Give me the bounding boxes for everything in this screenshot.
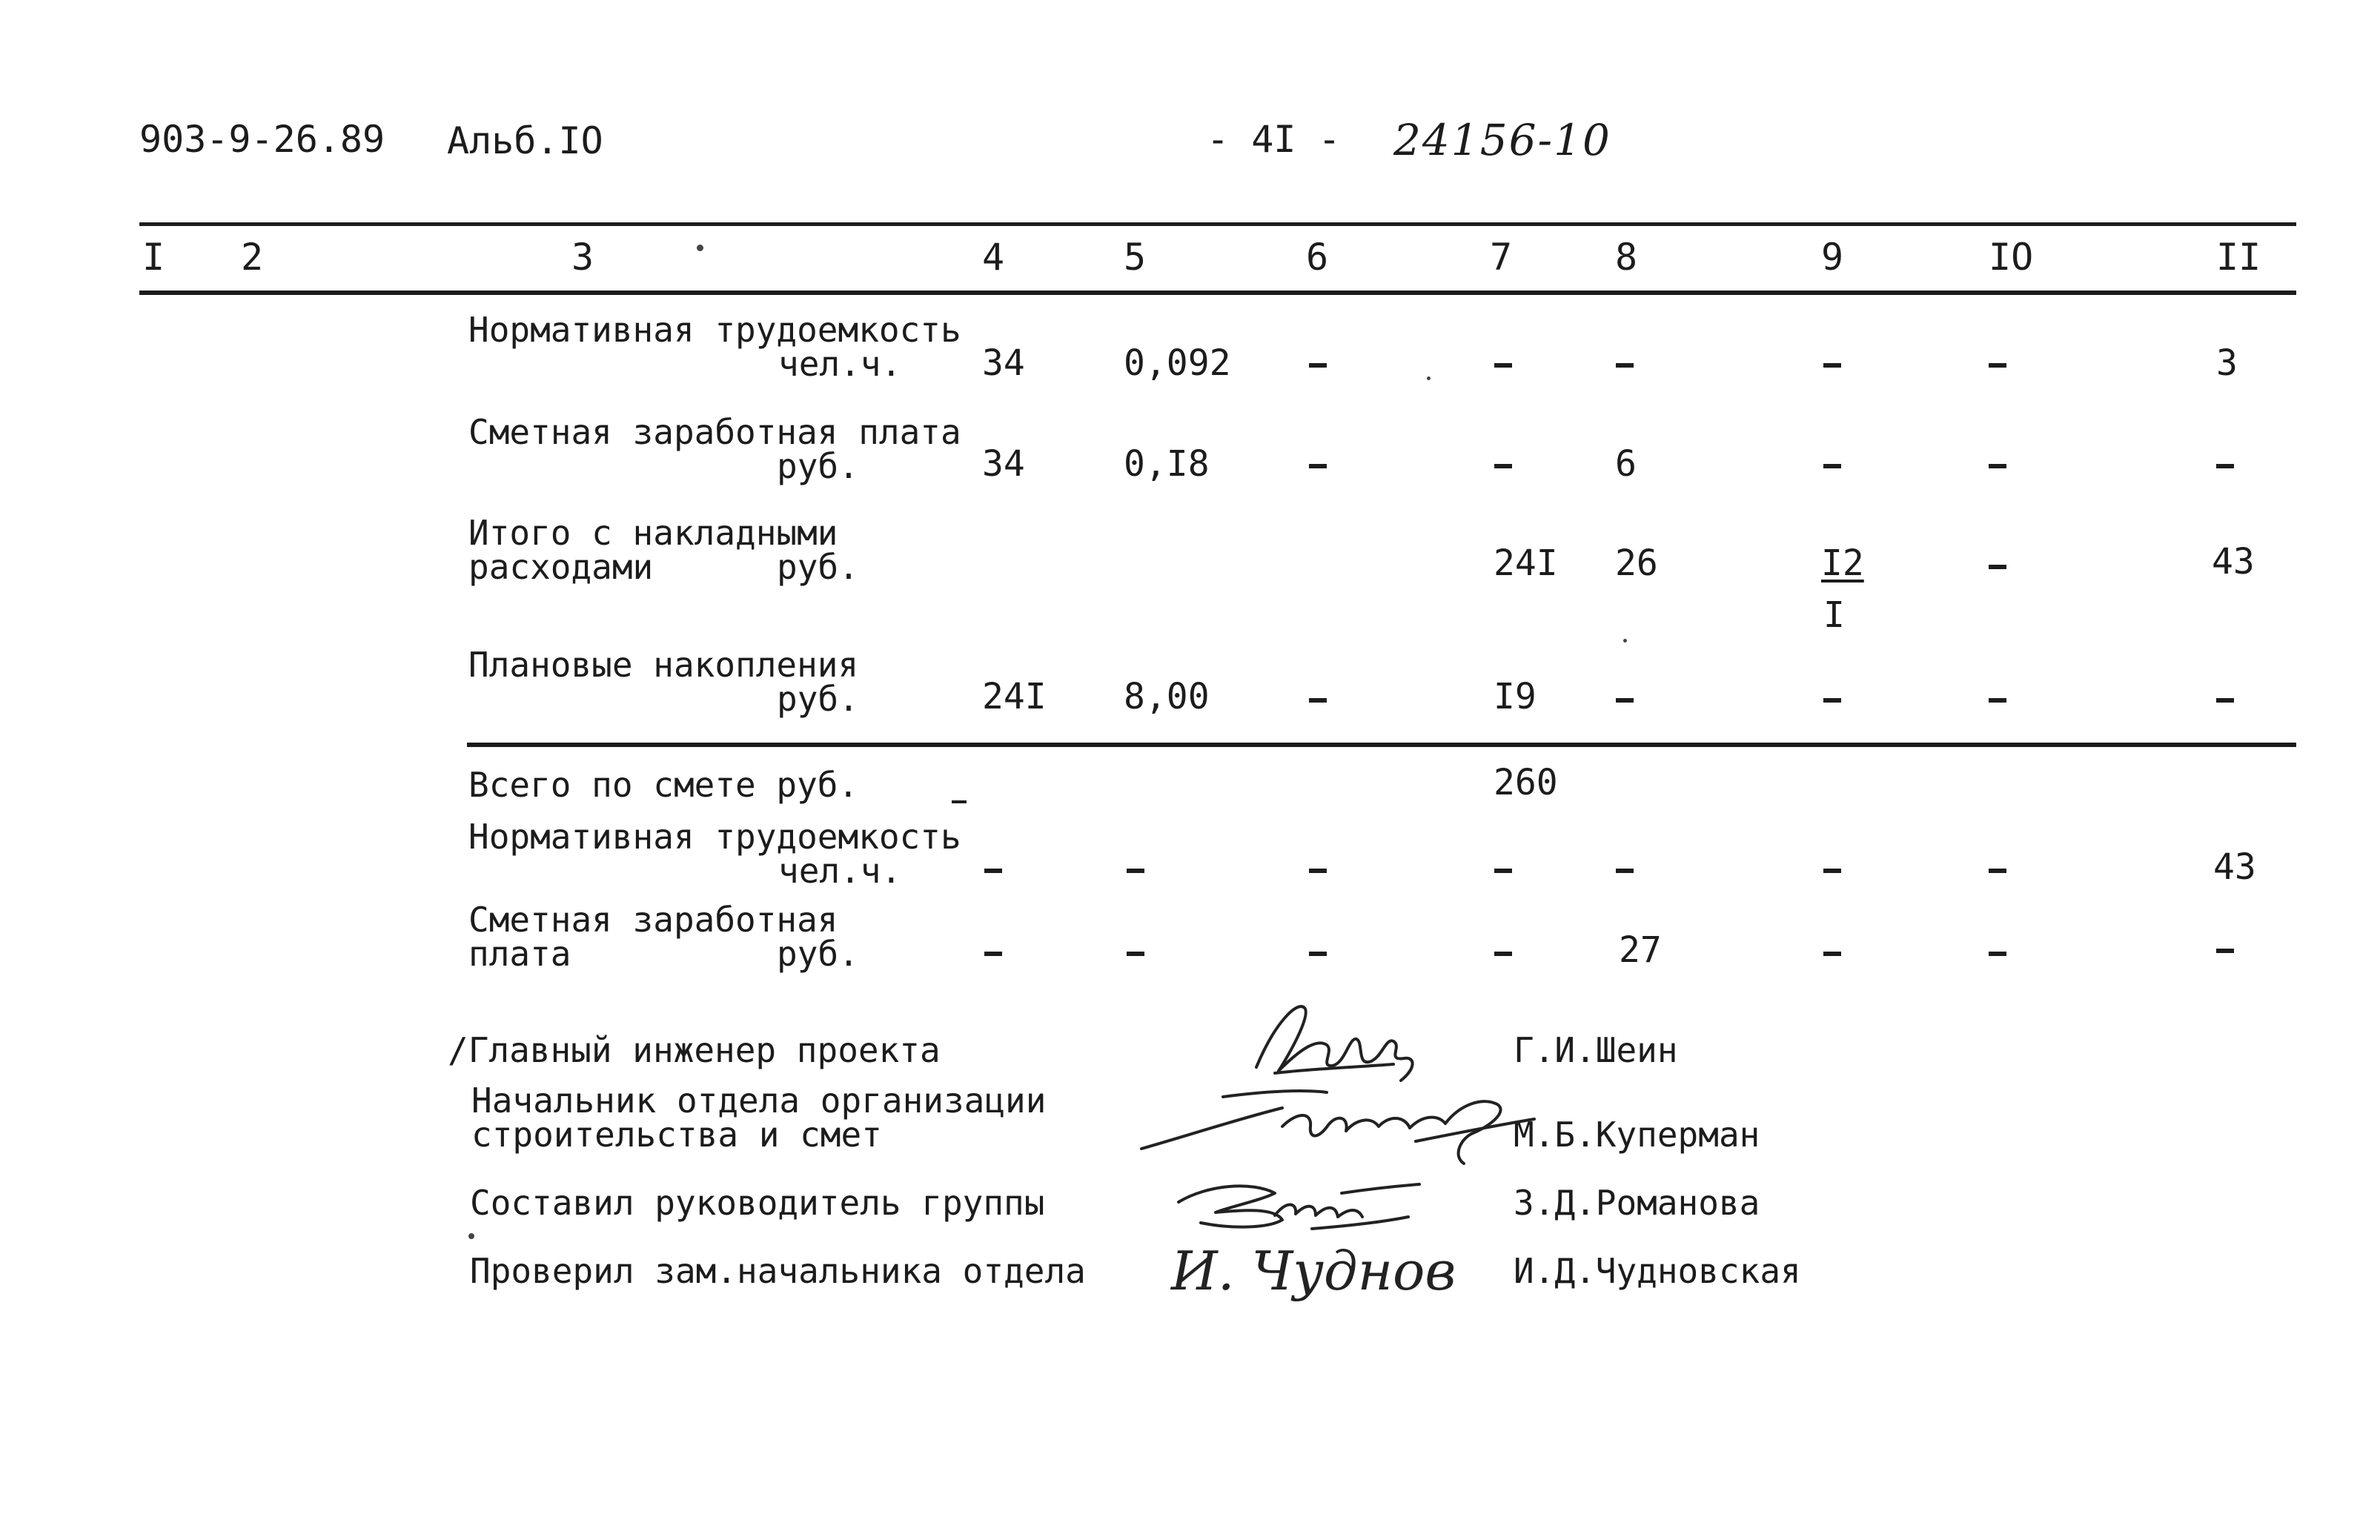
empty-cell-dash [1309, 952, 1327, 956]
signatory-name: И.Д.Чудновская [1514, 1251, 1801, 1291]
empty-cell-dash [1989, 464, 2006, 468]
empty-cell-dash [1494, 952, 1512, 956]
column-header: 5 [1124, 236, 1147, 279]
empty-cell-dash [1309, 869, 1327, 873]
column-header: I [142, 236, 165, 279]
empty-cell-dash [1989, 565, 2006, 569]
signature-handwriting: И. Чуднов [1171, 1240, 1456, 1302]
column-header: IO [1989, 236, 2034, 279]
table-top-rule [139, 222, 2296, 226]
empty-cell-dash [1127, 952, 1144, 956]
empty-cell-dash [1309, 464, 1327, 468]
totals-section-rule [467, 743, 2296, 747]
empty-cell-dash [1127, 869, 1144, 873]
row-label-continued: плата [468, 934, 571, 974]
signatory-role-continued: строительства и смет [471, 1115, 882, 1155]
scan-speck [697, 245, 703, 251]
empty-cell-dash [1494, 464, 1512, 468]
cell-col7: I9 [1494, 676, 1537, 717]
signature-department-head [1134, 1082, 1549, 1171]
page-number: - 4I - [1207, 118, 1341, 161]
column-header: 8 [1615, 236, 1638, 279]
empty-cell-dash [1494, 869, 1512, 873]
cell-col4: 34 [982, 443, 1025, 485]
signatory-role: Начальник отдела организации [471, 1081, 1047, 1121]
empty-cell-dash [1616, 869, 1634, 873]
empty-cell-dash [2216, 464, 2234, 468]
cell-col11: 43 [2212, 541, 2255, 583]
scan-speck [1427, 376, 1431, 380]
cell-col9-numerator: I2 [1821, 542, 1864, 584]
table-header-rule [139, 291, 2296, 295]
empty-cell-dash [1309, 363, 1327, 368]
empty-cell-dash [2216, 949, 2234, 953]
row-label: Итого с накладными [468, 513, 838, 553]
row-unit: руб. [777, 679, 859, 719]
album-number: Альб.IO [447, 119, 603, 162]
empty-cell-dash [1989, 363, 2006, 368]
column-header: 3 [571, 236, 594, 279]
empty-cell-dash [1989, 952, 2006, 956]
empty-cell-dash [1616, 698, 1634, 703]
empty-cell-dash [984, 952, 1002, 956]
empty-cell-dash [1823, 363, 1841, 368]
cell-col8: 26 [1615, 542, 1658, 584]
signatory-role: /Главный инженер проекта [448, 1030, 941, 1070]
signatory-role: Проверил зам.начальника отдела [470, 1251, 1086, 1291]
cell-col4: 34 [982, 342, 1025, 384]
column-header: 4 [982, 236, 1005, 279]
column-header: 9 [1821, 236, 1844, 279]
row-label: Сметная заработная плата [468, 412, 961, 452]
empty-cell-dash [1823, 464, 1841, 468]
document-code: 903-9-26.89 [139, 118, 385, 161]
row-unit: руб. [777, 934, 859, 974]
inventory-number: 24156-10 [1393, 115, 1611, 165]
row-unit: чел.ч. [778, 851, 902, 891]
row-label: Нормативная трудоемкость [468, 817, 961, 857]
signatory-role: Составил руководитель группы [470, 1183, 1045, 1223]
scan-speck [1623, 639, 1627, 643]
empty-cell-dash [1823, 952, 1841, 956]
cell-col8: 6 [1615, 443, 1637, 485]
signatory-name: З.Д.Романова [1514, 1183, 1760, 1223]
empty-cell-dash [1309, 698, 1327, 703]
column-header: II [2216, 236, 2261, 279]
empty-cell-dash [1616, 363, 1634, 368]
row-unit: чел.ч. [778, 344, 902, 384]
column-header: 2 [241, 236, 264, 279]
row-label: Всего по смете руб. [468, 765, 859, 805]
cell-col5: 0,092 [1124, 342, 1231, 384]
row-label: Сметная заработная [468, 900, 838, 940]
cell-col8: 27 [1619, 929, 1662, 971]
scan-speck [468, 1233, 474, 1239]
empty-cell-dash [1823, 698, 1841, 703]
cell-col5: 8,00 [1124, 676, 1210, 717]
column-header: 6 [1306, 236, 1329, 279]
empty-cell-dash [1494, 363, 1512, 368]
scan-speck [952, 800, 967, 803]
empty-cell-dash [2216, 698, 2234, 703]
row-label: Плановые накопления [468, 645, 859, 685]
signatory-name: Г.И.Шеин [1514, 1030, 1678, 1070]
empty-cell-dash [984, 869, 1002, 873]
row-label-continued: расходами [468, 547, 654, 587]
cell-col5: 0,I8 [1124, 443, 1210, 485]
empty-cell-dash [1989, 698, 2006, 703]
empty-cell-dash [1989, 869, 2006, 873]
cell-col4: 24I [982, 676, 1047, 717]
signature-group-leader [1164, 1171, 1431, 1238]
row-unit: руб. [777, 446, 859, 486]
signature-deputy-head [1164, 1238, 1456, 1349]
cell-col7: 260 [1494, 762, 1558, 803]
cell-col11: 43 [2213, 846, 2256, 888]
row-label: Нормативная трудоемкость [468, 310, 961, 350]
signature-chief-engineer [1245, 993, 1438, 1097]
cell-col9-denominator: I [1823, 594, 1845, 636]
signatory-name: М.Б.Куперман [1514, 1115, 1760, 1155]
cell-col11: 3 [2216, 342, 2238, 384]
column-header: 7 [1490, 236, 1513, 279]
cell-col7: 24I [1494, 542, 1558, 584]
empty-cell-dash [1823, 869, 1841, 873]
row-unit: руб. [777, 547, 859, 587]
